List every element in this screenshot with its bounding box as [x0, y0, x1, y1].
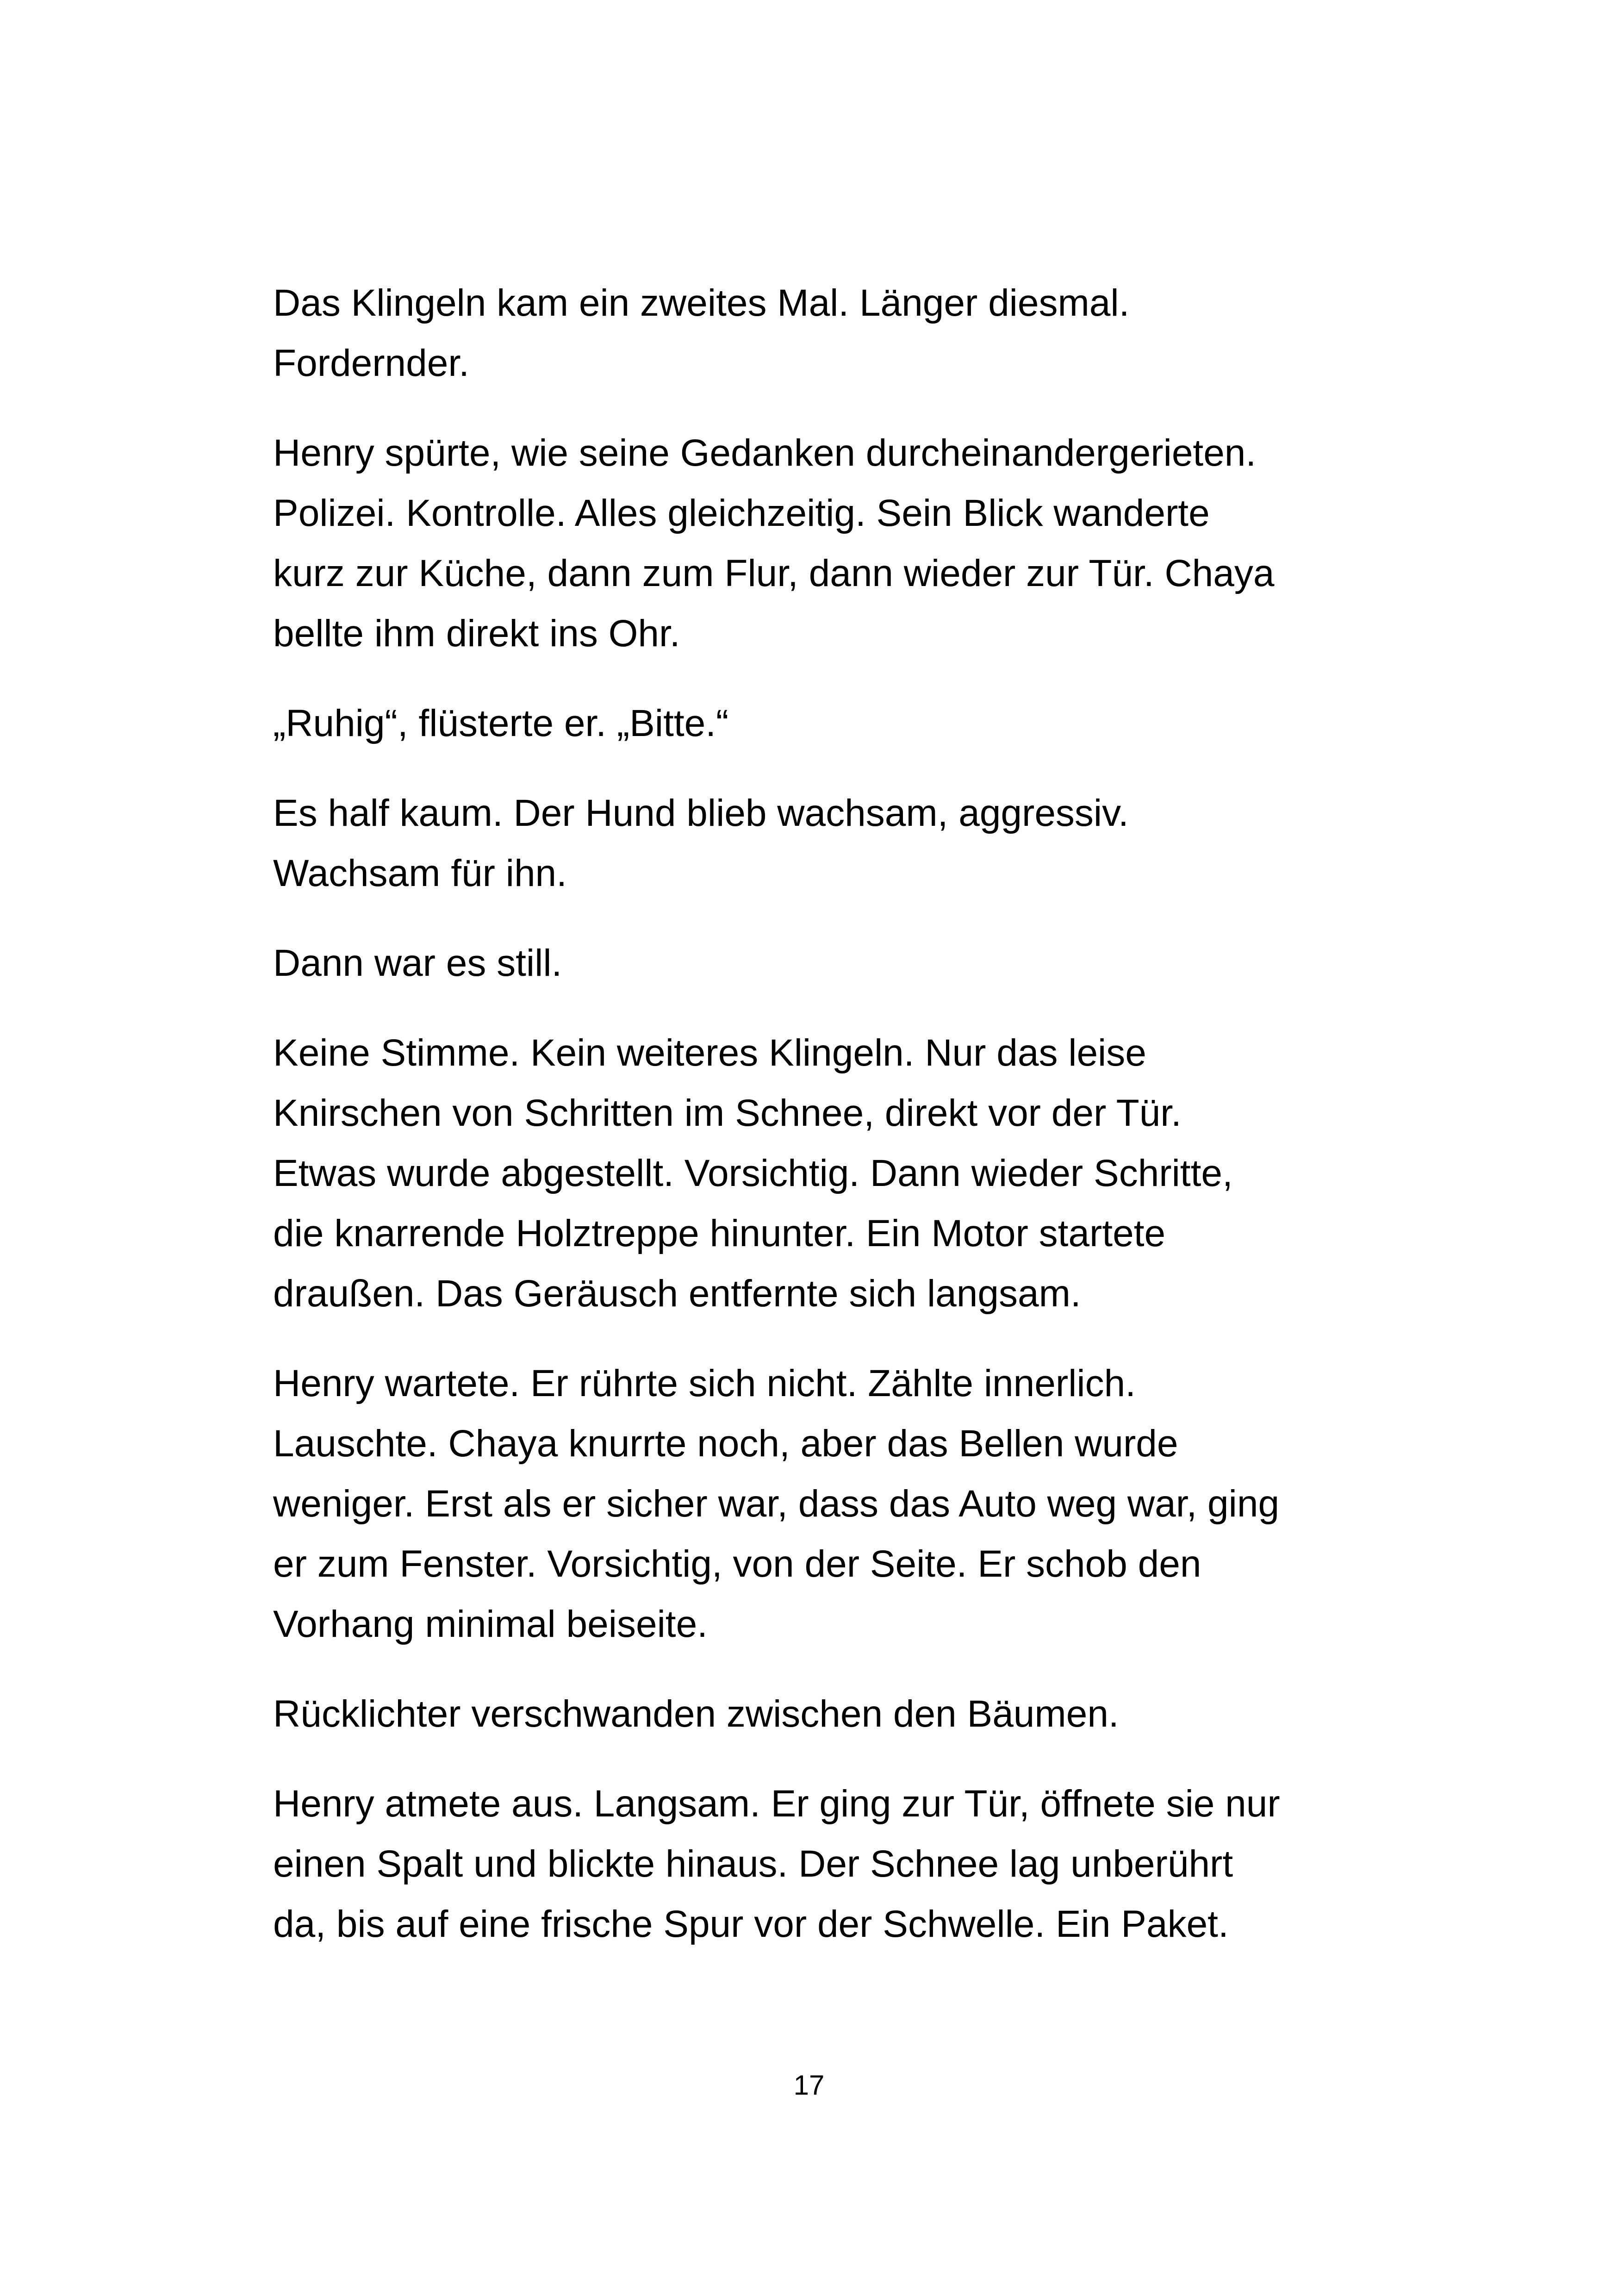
page-number: 17 — [793, 2070, 825, 2101]
paragraph-7: Henry wartete. Er rührte sich nicht. Zählte innerlich. Lauschte. Chaya knurrte noch, aber das Bellen wurde weniger. Erst als er sicher war, dass das Auto weg war, ging er zum Fenster. Vorsichtig, von der Seite. Er schob den Vorhang minimal beiseite. — [273, 1362, 1280, 1645]
paragraph-9: Henry atmete aus. Langsam. Er ging zur Tür, öffnete sie nur einen Spalt und blickte hinaus. Der Schnee lag unberührt da, bis auf eine frische Spur vor der Schwelle. Ein Paket. — [273, 1783, 1280, 1945]
page-body — [273, 273, 1351, 1984]
paragraph-8: Rücklichter verschwanden zwischen den Bäumen. — [273, 1693, 1119, 1735]
paragraph-2: Henry spürte, wie seine Gedanken durcheinandergerieten. Polizei. Kontrolle. Alles gleichzeitig. Sein Blick wanderte kurz zur Küche, dann zum Flur, dann wieder zur Tür. Chaya bellte ihm direkt ins Ohr. — [273, 432, 1275, 655]
paragraph-3: „Ruhig“, flüsterte er. „Bitte.“ — [273, 702, 729, 744]
paragraph-4: Es half kaum. Der Hund blieb wachsam, aggressiv. Wachsam für ihn. — [273, 792, 1129, 894]
paragraph-5: Dann war es still. — [273, 942, 562, 984]
paragraph-1: Das Klingeln kam ein zweites Mal. Länger diesmal. Fordernder. — [273, 282, 1130, 384]
paragraph-6: Keine Stimme. Kein weiteres Klingeln. Nur das leise Knirschen von Schritten im Schnee, direkt vor der Tür. Etwas wurde abgestellt. Vorsichtig. Dann wieder Schritte, die knarrende Holztreppe hinunter. Ein Motor startete draußen. Das Geräusch entfernte sich langsam. — [273, 1032, 1233, 1315]
